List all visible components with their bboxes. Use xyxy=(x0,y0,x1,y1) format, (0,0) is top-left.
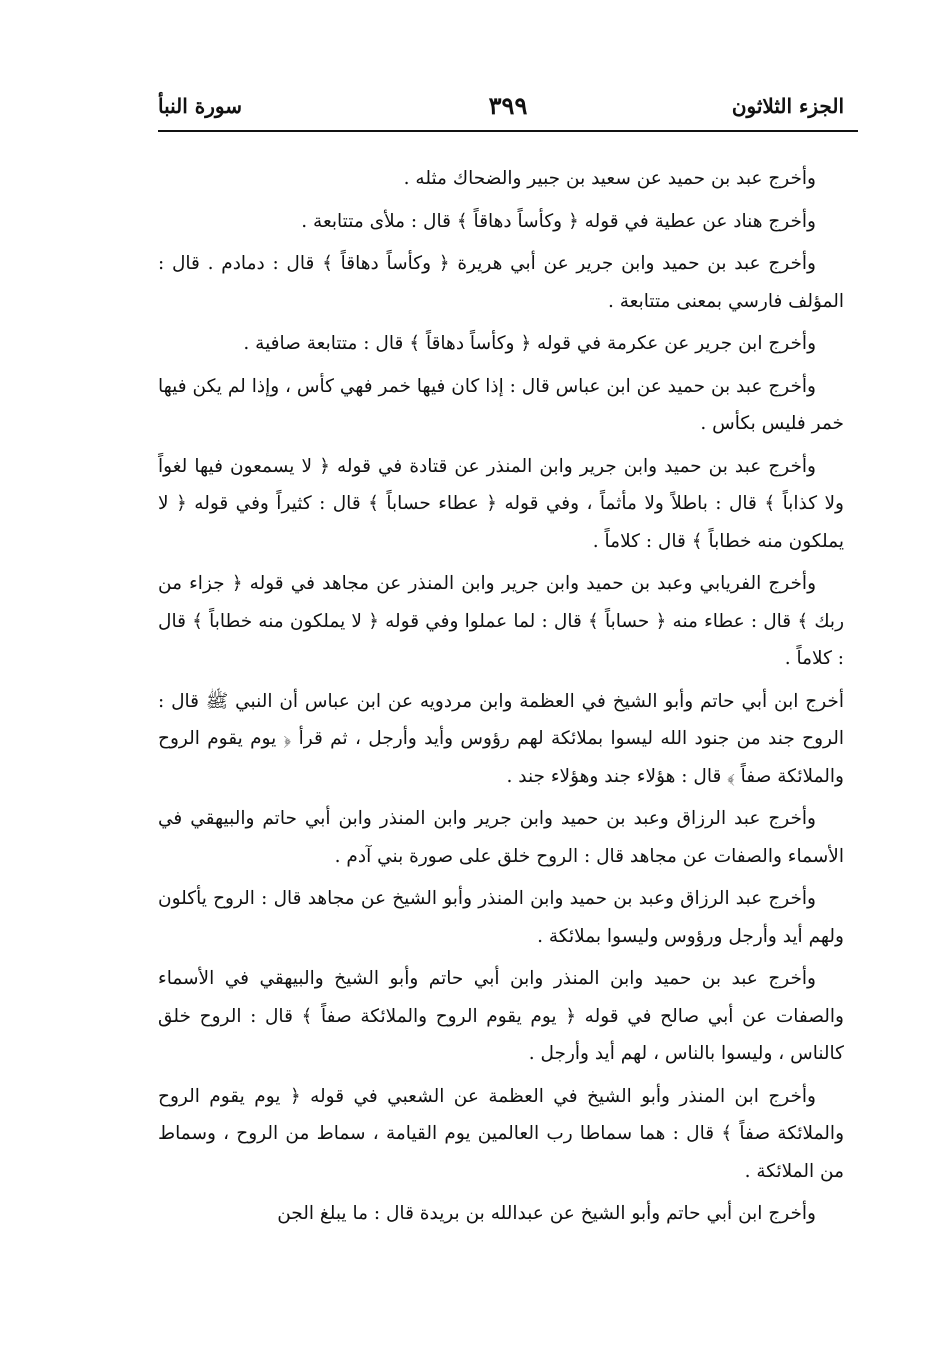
book-page xyxy=(158,86,858,1238)
page-header xyxy=(158,86,858,126)
paragraph: وأخرج عبد الرزاق وعبد بن حميد وابن جرير وابن المنذر وابن أبي حاتم والبيهقي في الأسماء والصفات عن مجاهد قال : الروح خلق على صورة بني آدم . xyxy=(158,808,844,867)
surah-title: سورة النبأ xyxy=(158,94,243,118)
part-title: الجزء الثلاثون xyxy=(731,94,844,118)
paragraph: وأخرج عبد بن حميد وابن جرير وابن المنذر عن قتادة في قوله ﴿ لا يسمعون فيها لغواً ولا كذاباً ﴾ قال : باطلاً ولا مأثماً ، وفي قوله ﴿ عطاء حساباً ﴾ قال : كثيراً وفي قوله ﴿ لا يملكون منه خطاباً ﴾ قال : كلاماً . xyxy=(158,455,844,552)
paragraph: وأخرج ابن أبي حاتم وأبو الشيخ عن عبدالله بن بريدة قال : ما يبلغ الجن xyxy=(277,1203,816,1224)
page-body xyxy=(158,160,858,1233)
paragraph: وأخرج عبد بن حميد وابن المنذر وابن أبي حاتم وأبو الشيخ والبيهقي في الأسماء والصفات عن أبي صالح في قوله ﴿ يوم يقوم الروح والملائكة صفاً ﴾ قال : الروح خلق كالناس ، وليسوا بالناس ، لهم أيد وأرجل . xyxy=(158,968,844,1064)
paragraph: أخرج ابن أبي حاتم وأبو الشيخ في العظمة وابن مردويه عن ابن عباس أن النبي ﷺ قال : الروح جند من جنود الله ليسوا بملائكة لهم رؤوس وأيد وأرجل ، ثم قرأ ﴿ يوم يقوم الروح والملائكة صفاً ﴾ قال : هؤلاء جند وهؤلاء جند . xyxy=(158,690,844,787)
paragraph: وأخرج عبد بن حميد عن سعيد بن جبير والضحاك مثله . xyxy=(403,168,816,189)
paragraph: وأخرج هناد عن عطية في قوله ﴿ وكأساً دهاقاً ﴾ قال : ملأى متتابعة . xyxy=(301,210,816,232)
header-rule xyxy=(158,130,858,132)
paragraph: وأخرج الفريابي وعبد بن حميد وابن جرير وابن المنذر عن مجاهد في قوله ﴿ جزاء من ربك ﴾ قال : عطاء منه ﴿ حساباً ﴾ قال : لما عملوا وفي قوله ﴿ لا يملكون منه خطاباً ﴾ قال : كلاماً . xyxy=(158,573,844,669)
paragraph: وأخرج ابن المنذر وأبو الشيخ في العظمة عن الشعبي في قوله ﴿ يوم يقوم الروح والملائكة صفاً ﴾ قال : هما سماطا رب العالمين يوم القيامة ، سماط من الروح ، وسماط من الملائكة . xyxy=(158,1085,844,1182)
paragraph: وأخرج عبد بن حميد وابن جرير عن أبي هريرة ﴿ وكأساً دهاقاً ﴾ قال : دمادم . قال : المؤلف فارسي بمعنى متتابعة . xyxy=(158,253,844,312)
page-number: ٣٩٩ xyxy=(488,91,528,120)
paragraph: وأخرج ابن جرير عن عكرمة في قوله ﴿ وكأساً دهاقاً ﴾ قال : متتابعة صافية . xyxy=(243,333,816,354)
paragraph: وأخرج عبد بن حميد عن ابن عباس قال : إذا كان فيها خمر فهي كأس ، وإذا لم يكن فيها خمر فليس بكأس . xyxy=(158,375,844,434)
paragraph: وأخرج عبد الرزاق وعبد بن حميد وابن المنذر وأبو الشيخ عن مجاهد قال : الروح يأكلون ولهم أيد وأرجل ورؤوس وليسوا بملائكة . xyxy=(158,888,844,947)
